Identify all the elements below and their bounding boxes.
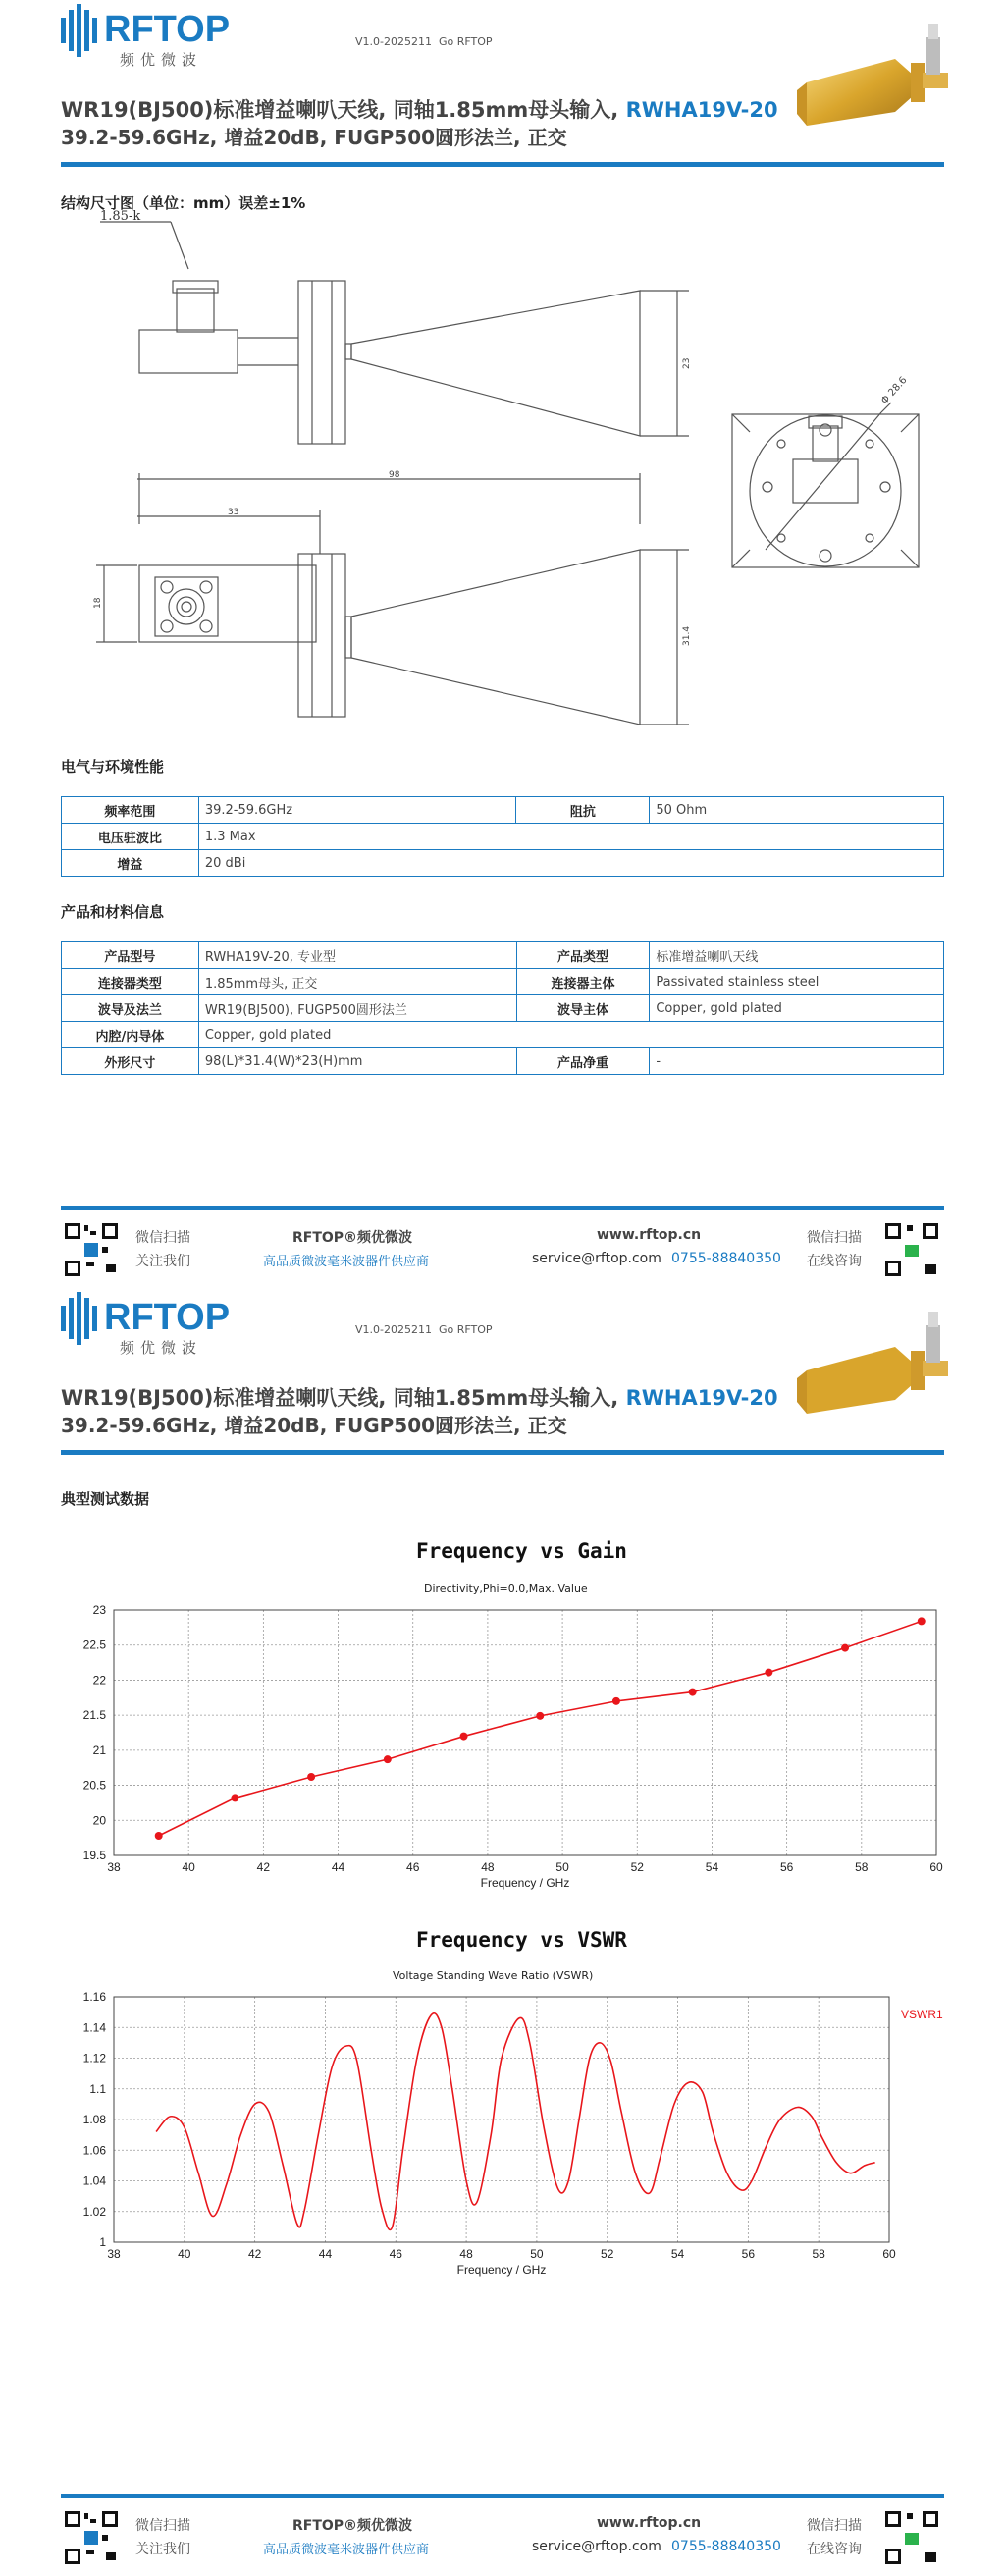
go-rftop-link[interactable]: Go RFTOP: [438, 1323, 493, 1336]
title-prefix: WR19(BJ500)标准增益喇叭天线, 同轴1.85mm母头输入,: [61, 98, 626, 122]
vswr-chart: [61, 1979, 944, 2277]
y-tick-label: 1.1: [89, 2081, 106, 2096]
y-tick-label: 1.06: [82, 2143, 106, 2158]
x-tick-label: 50: [555, 1860, 569, 1874]
x-tick-label: 56: [779, 1860, 794, 1874]
y-tick-label: 1.02: [82, 2204, 106, 2219]
table-row: [62, 850, 944, 877]
page-title: [61, 1382, 778, 1412]
table-row: [62, 1048, 944, 1075]
section-material-title: 产品和材料信息: [61, 903, 165, 921]
row-value: Copper, gold plated: [198, 1022, 943, 1048]
x-tick-label: 48: [481, 1860, 495, 1874]
row-key: 波导主体: [516, 995, 650, 1022]
table-row: [62, 995, 944, 1022]
footer-wechat-scan-right: 微信扫描: [807, 1230, 862, 1246]
brand-name: RFTOP: [104, 1297, 231, 1338]
dim-33: 33: [228, 508, 239, 517]
wechat-qr-left[interactable]: [63, 1221, 120, 1278]
footer-email[interactable]: service@rftop.com: [532, 1251, 661, 1266]
row-value: 39.2-59.6GHz: [198, 797, 516, 824]
row-key: 产品净重: [516, 1048, 650, 1075]
x-tick-label: 56: [741, 2247, 756, 2261]
version-info: [355, 35, 493, 48]
dim-98: 98: [389, 470, 400, 480]
y-tick-label: 19.5: [82, 1849, 106, 1862]
header-divider: [61, 1450, 944, 1455]
row-key: 增益: [62, 850, 199, 877]
plot-frame: [114, 1610, 936, 1855]
version-text: V1.0-2025211: [355, 35, 432, 48]
material-table: [61, 941, 944, 1075]
x-tick-label: 44: [331, 1860, 345, 1874]
horn-antenna-image: [797, 1306, 954, 1427]
footer-website[interactable]: www.rftop.cn: [597, 2515, 702, 2531]
page-subtitle: 39.2-59.6GHz, 增益20dB, FUGP500圆形法兰, 正交: [61, 126, 567, 149]
brand-cn: 频优微波: [120, 1339, 203, 1357]
y-tick-label: 22: [92, 1673, 106, 1688]
model-number: RWHA19V-20: [625, 1386, 778, 1410]
footer-company: RFTOP®频优微波: [292, 2518, 413, 2534]
x-tick-label: 58: [855, 1860, 869, 1874]
series-line-vswr1: [156, 2013, 875, 2230]
y-tick-label: 22.5: [82, 1637, 106, 1652]
footer-wechat-scan: 微信扫描: [135, 2518, 190, 2534]
row-key: 波导及法兰: [62, 995, 199, 1022]
footer-phone: 0755-88840350: [671, 1251, 781, 1266]
footer-divider: [61, 2494, 944, 2498]
section-electrical-title: 电气与环境性能: [61, 758, 165, 776]
gain-chart-subtitle: Directivity,Phi=0.0,Max. Value: [424, 1583, 588, 1595]
page-subtitle: 39.2-59.6GHz, 增益20dB, FUGP500圆形法兰, 正交: [61, 1414, 567, 1437]
y-tick-label: 1.14: [82, 2020, 106, 2035]
footer: [61, 2509, 944, 2568]
y-tick-label: 20.5: [82, 1778, 106, 1793]
x-tick-label: 40: [182, 1860, 195, 1874]
footer: [61, 1221, 944, 1280]
data-point: [765, 1669, 772, 1677]
electrical-table: [61, 796, 944, 877]
table-row: [62, 969, 944, 995]
y-tick-label: 1.16: [82, 1990, 106, 2004]
row-value: WR19(BJ500), FUGP500圆形法兰: [198, 995, 516, 1022]
dim-flange-dia: Φ 28.6: [879, 374, 910, 407]
data-point: [689, 1689, 697, 1696]
section-test-title: 典型测试数据: [61, 1490, 150, 1508]
x-axis-label: Frequency / GHz: [480, 1876, 570, 1890]
table-row: [62, 797, 944, 824]
data-point: [536, 1712, 544, 1720]
footer-divider: [61, 1206, 944, 1210]
x-tick-label: 60: [882, 2247, 896, 2261]
data-point: [612, 1697, 620, 1705]
row-value: 1.85mm母头, 正交: [198, 969, 516, 995]
rftop-logo: [61, 2, 267, 71]
footer-slogan: 高品质微波毫米波器件供应商: [263, 1255, 430, 1269]
data-point: [460, 1733, 468, 1741]
row-key: 外形尺寸: [62, 1048, 199, 1075]
row-key: 频率范围: [62, 797, 199, 824]
data-point: [307, 1773, 315, 1781]
footer-follow: 关注我们: [135, 2542, 190, 2557]
brand-cn: 频优微波: [120, 51, 203, 69]
y-tick-label: 20: [92, 1813, 106, 1828]
page-title: [61, 94, 778, 124]
table-row: [62, 824, 944, 850]
x-tick-label: 60: [929, 1860, 943, 1874]
title-prefix: WR19(BJ500)标准增益喇叭天线, 同轴1.85mm母头输入,: [61, 1386, 626, 1410]
dim-31-4: 31.4: [682, 625, 692, 646]
row-value: 20 dBi: [198, 850, 943, 877]
footer-email[interactable]: service@rftop.com: [532, 2539, 661, 2554]
row-value: RWHA19V-20, 专业型: [198, 942, 516, 969]
footer-follow: 关注我们: [135, 1254, 190, 1269]
footer-wechat-scan-right: 微信扫描: [807, 2518, 862, 2534]
row-value: 98(L)*31.4(W)*23(H)mm: [198, 1048, 516, 1075]
row-value: -: [650, 1048, 944, 1075]
y-tick-label: 21: [92, 1743, 106, 1757]
vswr-chart-subtitle: Voltage Standing Wave Ratio (VSWR): [393, 1969, 594, 1982]
header-divider: [61, 162, 944, 167]
footer-consult: 在线咨询: [807, 1254, 862, 1269]
dim-23: 23: [682, 357, 692, 369]
row-key: 产品类型: [516, 942, 650, 969]
wechat-qr-right[interactable]: [883, 2509, 940, 2566]
row-key: 阻抗: [516, 797, 650, 824]
row-value: 1.3 Max: [198, 824, 943, 850]
footer-company: RFTOP®频优微波: [292, 1230, 413, 1246]
version-text: V1.0-2025211: [355, 1323, 432, 1336]
row-key: 电压驻波比: [62, 824, 199, 850]
x-tick-label: 50: [530, 2247, 544, 2261]
row-key: 内腔/内导体: [62, 1022, 199, 1048]
data-point: [231, 1794, 238, 1801]
dim-18: 18: [93, 597, 103, 609]
horn-antenna-image: [797, 18, 954, 139]
data-point: [841, 1644, 849, 1652]
x-tick-label: 46: [389, 2247, 402, 2261]
rftop-logo: [61, 1290, 267, 1359]
row-key: 连接器类型: [62, 969, 199, 995]
page-2: [0, 1288, 1005, 2576]
x-tick-label: 40: [178, 2247, 191, 2261]
x-tick-label: 42: [247, 2247, 262, 2261]
x-tick-label: 54: [670, 2247, 685, 2261]
data-point: [384, 1755, 392, 1763]
table-row: [62, 1022, 944, 1048]
data-point: [155, 1832, 163, 1840]
footer-wechat-scan: 微信扫描: [135, 1230, 190, 1246]
x-tick-label: 44: [318, 2247, 333, 2261]
x-tick-label: 52: [630, 1860, 644, 1874]
footer-slogan: 高品质微波毫米波器件供应商: [263, 2543, 430, 2557]
dimension-drawing: [61, 209, 944, 740]
x-tick-label: 42: [256, 1860, 271, 1874]
x-tick-label: 58: [812, 2247, 825, 2261]
wechat-qr-left[interactable]: [63, 2509, 120, 2566]
row-value: Copper, gold plated: [650, 995, 944, 1022]
gain-chart: [61, 1592, 944, 1890]
brand-name: RFTOP: [104, 9, 231, 50]
vswr-chart-title: Frequency vs VSWR: [416, 1928, 627, 1952]
data-point: [918, 1617, 926, 1625]
x-tick-label: 54: [705, 1860, 719, 1874]
wechat-qr-right[interactable]: [883, 1221, 940, 1278]
series-line-gain: [159, 1621, 922, 1836]
row-value: Passivated stainless steel: [650, 969, 944, 995]
y-tick-label: 1.04: [82, 2174, 106, 2188]
footer-phone: 0755-88840350: [671, 2539, 781, 2554]
gain-chart-title: Frequency vs Gain: [416, 1539, 627, 1563]
y-tick-label: 1.12: [82, 2051, 106, 2066]
footer-website[interactable]: www.rftop.cn: [597, 1227, 702, 1243]
row-value: 50 Ohm: [650, 797, 944, 824]
x-tick-label: 38: [107, 2247, 121, 2261]
version-info: [355, 1323, 493, 1336]
plot-frame: [114, 1997, 889, 2242]
row-key: 产品型号: [62, 942, 199, 969]
y-tick-label: 23: [92, 1603, 106, 1617]
row-key: 连接器主体: [516, 969, 650, 995]
section-drawing-title: 结构尺寸图（单位：mm）误差±1%: [61, 194, 306, 212]
footer-consult: 在线咨询: [807, 2542, 862, 2557]
x-tick-label: 52: [601, 2247, 614, 2261]
table-row: [62, 942, 944, 969]
y-tick-label: 1.08: [82, 2113, 106, 2126]
x-axis-label: Frequency / GHz: [456, 2263, 547, 2277]
model-number: RWHA19V-20: [625, 98, 778, 122]
row-value: 标准增益喇叭天线: [650, 942, 944, 969]
y-tick-label: 1: [99, 2235, 106, 2249]
x-tick-label: 38: [107, 1860, 121, 1874]
y-tick-label: 21.5: [82, 1708, 106, 1723]
x-tick-label: 46: [406, 1860, 420, 1874]
go-rftop-link[interactable]: Go RFTOP: [438, 35, 493, 48]
x-tick-label: 48: [459, 2247, 473, 2261]
legend-vswr1: VSWR1: [901, 2008, 943, 2021]
connector-label: 1.85-k: [100, 209, 141, 224]
